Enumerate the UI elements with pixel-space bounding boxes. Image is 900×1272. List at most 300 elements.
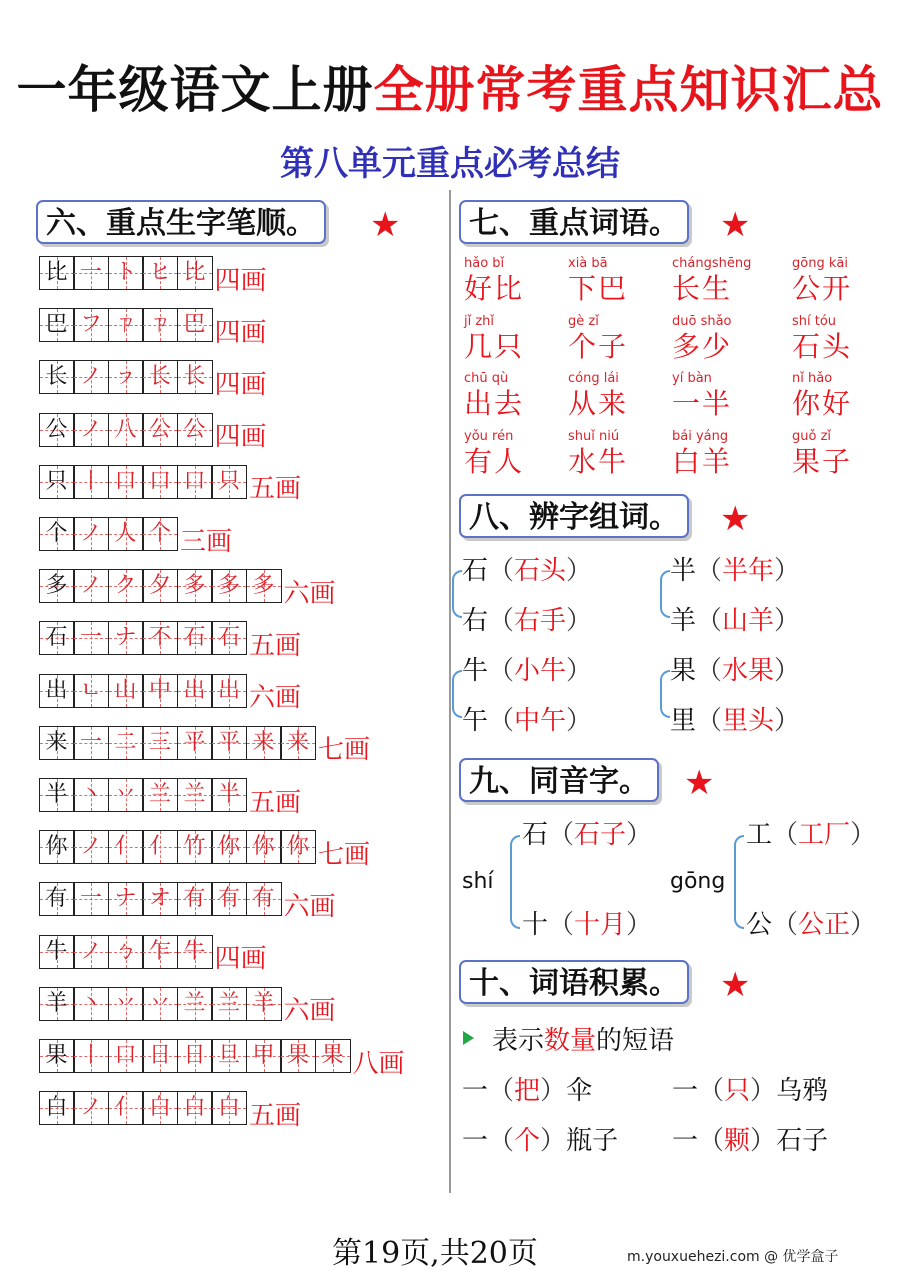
stroke-count: 四画	[214, 422, 267, 453]
pair-char: 果	[670, 656, 697, 686]
pair-answer: 石头	[514, 556, 567, 586]
vocab-word: 下巴	[568, 272, 629, 305]
paren-close: ）	[750, 1126, 777, 1156]
stroke-step-cell	[142, 987, 178, 1021]
stroke-step: 长	[183, 364, 206, 390]
vocab-item	[672, 256, 782, 306]
stroke-step: ノ	[79, 834, 102, 860]
vocab-word: 水牛	[568, 444, 629, 478]
stroke-step-cell	[73, 935, 109, 969]
paren-open: （	[488, 556, 515, 586]
pair-char: 半	[670, 556, 697, 586]
char-text: 有	[45, 886, 68, 912]
stroke-row	[40, 777, 302, 818]
stroke-step: ノ	[79, 573, 102, 599]
vocab-pinyin: chángshēng	[672, 256, 752, 271]
stroke-row	[40, 620, 302, 661]
stroke-step-cell	[246, 569, 282, 603]
stroke-step: 比	[183, 260, 206, 285]
vocab-pinyin: shí tóu	[792, 313, 837, 329]
stroke-step-cell	[246, 1039, 282, 1073]
vocab-item	[464, 314, 574, 364]
stroke-step-cell	[73, 1091, 109, 1125]
stroke-step: 白	[183, 1095, 206, 1121]
stroke-count: 六画	[283, 578, 336, 609]
stroke-step: ヒ	[148, 260, 171, 285]
stroke-row	[40, 829, 371, 870]
vocab-word: 你好	[792, 387, 853, 420]
stroke-step-cell	[73, 517, 109, 551]
vocab-word: 个子	[568, 329, 629, 363]
vocab-word: 几只	[464, 329, 525, 363]
stroke-step-cell	[108, 360, 144, 394]
vocab-pinyin: shuǐ niú	[568, 428, 620, 444]
vocab-word: 好比	[464, 272, 525, 305]
stroke-step-cell	[211, 830, 247, 864]
stroke-step: 丷	[148, 990, 171, 1016]
pair-line	[670, 556, 800, 586]
stroke-step-cell	[73, 360, 109, 394]
paren-open: （	[488, 1126, 515, 1156]
vocab-item	[792, 314, 900, 364]
paren-close: ）	[774, 656, 801, 686]
stroke-step-cell	[142, 360, 178, 394]
stroke-step-cell	[142, 256, 178, 290]
stroke-step: 公	[148, 416, 171, 442]
homophone-line: 十（十月）	[522, 910, 653, 940]
brace-icon	[510, 835, 520, 929]
stroke-step-cell	[211, 621, 247, 655]
phrase-line	[462, 1070, 592, 1107]
stroke-step-cell	[142, 517, 178, 551]
vocab-pinyin: hǎo bǐ	[464, 256, 505, 271]
paren-close: ）	[566, 706, 593, 736]
pair-answer: 山羊	[722, 606, 775, 636]
vocab-item	[672, 314, 782, 364]
paren-close: ）	[774, 706, 801, 736]
stroke-step-cell	[73, 569, 109, 603]
pair-answer: 中午	[514, 706, 567, 736]
stroke-row	[40, 1090, 302, 1131]
stroke-step: 口	[148, 468, 171, 494]
page-subtitle: 第八单元重点必考总结	[280, 144, 620, 184]
stroke-row	[40, 725, 371, 766]
pair-char: 午	[462, 706, 489, 736]
char-text: 石	[45, 625, 68, 651]
stroke-step: ㄴ	[80, 677, 102, 703]
homophone-line: 工（工厂）	[746, 820, 877, 850]
stroke-step-cell	[73, 830, 109, 864]
stroke-step-cell	[177, 465, 213, 499]
stroke-count: 四画	[214, 944, 267, 975]
stroke-step-cell	[108, 830, 144, 864]
vocab-word: 果子	[792, 444, 853, 478]
stroke-step-cell	[73, 882, 109, 916]
stroke-step-cell	[246, 987, 282, 1021]
stroke-step-cell	[108, 621, 144, 655]
watermark: m.youxuehezi.com @ 优学盒子	[627, 1249, 839, 1265]
char-text: 出	[45, 677, 68, 703]
paren-open: （	[696, 606, 723, 636]
char-text: 比	[45, 260, 68, 285]
vocab-pinyin: yí bàn	[672, 371, 712, 386]
vocab-word: 从来	[568, 387, 629, 420]
stroke-step: 一	[79, 886, 102, 912]
section-10-heading: 十、词语积累。	[459, 960, 689, 1004]
stroke-step: ト	[114, 260, 137, 285]
vocab-item	[464, 256, 574, 306]
page-title	[0, 50, 900, 122]
star-icon: ★	[720, 965, 751, 1005]
stroke-step: 羊	[252, 990, 275, 1016]
stroke-count: 六画	[283, 891, 336, 922]
char-text: 牛	[45, 938, 68, 964]
stroke-step-cell	[108, 569, 144, 603]
stroke-step-cell	[142, 830, 178, 864]
stroke-count: 六画	[283, 996, 336, 1027]
stroke-step-cell	[280, 726, 316, 760]
phrase-prefix: 一	[672, 1076, 699, 1106]
stroke-step: 巴	[183, 312, 206, 338]
stroke-step-cell	[177, 1091, 213, 1125]
stroke-row	[40, 1038, 405, 1079]
char-text: 果	[45, 1043, 68, 1068]
stroke-step: 口	[114, 468, 137, 494]
char-cell	[39, 517, 75, 551]
stroke-step: 牛	[183, 938, 206, 964]
stroke-step: ナ	[114, 886, 137, 912]
char-cell	[39, 987, 75, 1021]
stroke-step: 丶	[79, 782, 102, 807]
stroke-step: 八	[114, 416, 137, 442]
vocab-item	[568, 429, 678, 479]
paren-open: （	[488, 606, 515, 636]
vocab-pinyin: yǒu rén	[464, 428, 514, 444]
stroke-step: 口	[183, 468, 206, 494]
stroke-count: 七画	[318, 735, 371, 766]
stroke-count: 六画	[249, 683, 302, 714]
stroke-step: ナ	[114, 625, 137, 651]
stroke-step: 日	[183, 1043, 206, 1068]
vocab-item	[792, 429, 900, 479]
phrase-prefix: 一	[462, 1126, 489, 1156]
stroke-step-cell	[177, 830, 213, 864]
pair-char: 右	[462, 606, 489, 636]
stroke-step: 兰	[183, 782, 206, 807]
pair-line	[462, 656, 592, 686]
stroke-step: 一	[79, 260, 102, 285]
pair-answer: 右手	[514, 606, 567, 636]
pair-line	[462, 606, 592, 636]
pair-line	[670, 656, 800, 686]
stroke-step-cell	[177, 360, 213, 394]
stroke-step: 兰	[217, 990, 240, 1016]
paren-close: ）	[566, 606, 593, 636]
stroke-step: 石	[217, 625, 240, 651]
pair-line	[462, 706, 592, 736]
pair-char: 牛	[462, 656, 489, 686]
stroke-step: ㇷ	[114, 364, 137, 390]
phrase-suffix: 石子	[776, 1126, 829, 1156]
stroke-step-cell	[108, 1091, 144, 1125]
stroke-step: 半	[217, 782, 240, 807]
char-text: 白	[45, 1095, 68, 1121]
char-text: 你	[45, 834, 68, 860]
stroke-step-cell	[108, 987, 144, 1021]
vocab-pinyin: gōng kāi	[792, 256, 848, 271]
stroke-row	[40, 464, 302, 505]
homophone-pinyin-2: gōng	[670, 869, 726, 894]
char-text: 公	[45, 416, 68, 442]
vocab-word: 有人	[464, 444, 525, 478]
stroke-step: ノ	[79, 938, 102, 964]
stroke-step-cell	[108, 778, 144, 812]
stroke-step-cell	[142, 674, 178, 708]
char-cell	[39, 465, 75, 499]
phrase-prefix: 一	[462, 1076, 489, 1106]
phrase-answer: 个	[514, 1126, 541, 1156]
stroke-step: 丶	[79, 990, 102, 1016]
vocab-pinyin: chū qù	[464, 371, 509, 386]
stroke-step: 口	[114, 1043, 137, 1068]
stroke-row	[40, 412, 267, 453]
vocab-word: 白羊	[672, 444, 733, 478]
stroke-row	[40, 986, 336, 1027]
brace-icon	[452, 570, 462, 618]
stroke-step: 中	[148, 677, 171, 703]
stroke-step: 亻	[114, 1095, 137, 1121]
stroke-step-cell	[142, 621, 178, 655]
paren-open: （	[696, 656, 723, 686]
stroke-step: 一	[79, 625, 102, 651]
stroke-step: ノ	[79, 1095, 102, 1121]
stroke-step: 兰	[148, 782, 171, 807]
stroke-step-cell	[246, 830, 282, 864]
char-cell	[39, 830, 75, 864]
char-cell	[39, 1039, 75, 1073]
stroke-step-cell	[73, 308, 109, 342]
paren-open: （	[698, 1076, 725, 1106]
stroke-step: 果	[321, 1043, 344, 1068]
stroke-step-cell	[108, 726, 144, 760]
vocab-item	[464, 429, 574, 479]
paren-close: ）	[750, 1076, 777, 1106]
stroke-step-cell	[108, 256, 144, 290]
stroke-step: 白	[148, 1095, 171, 1121]
stroke-step-cell	[73, 1039, 109, 1073]
stroke-count: 四画	[214, 265, 267, 296]
stroke-step: ノ	[79, 364, 102, 390]
star-icon: ★	[370, 205, 401, 245]
stroke-step-cell	[177, 413, 213, 447]
paren-open: （	[698, 1126, 725, 1156]
phrase-answer: 颗	[724, 1126, 751, 1156]
stroke-row	[40, 881, 336, 922]
homophone-pinyin-1: shí	[462, 869, 494, 894]
stroke-step: 竹	[183, 834, 206, 860]
stroke-count: 七画	[318, 839, 371, 870]
stroke-step: 一	[79, 729, 102, 755]
stroke-step-cell	[177, 726, 213, 760]
stroke-step-cell	[315, 1039, 351, 1073]
stroke-step-cell	[246, 726, 282, 760]
stroke-count: 四画	[214, 369, 267, 400]
paren-open: （	[488, 1076, 515, 1106]
stroke-step: 你	[286, 834, 309, 860]
stroke-step-cell	[211, 674, 247, 708]
stroke-step-cell	[246, 882, 282, 916]
stroke-step: 只	[217, 468, 240, 494]
char-cell	[39, 360, 75, 394]
vocab-item	[568, 314, 678, 364]
paren-close: ）	[774, 556, 801, 586]
section-9-heading: 九、同音字。	[459, 758, 659, 802]
stroke-count: 五画	[249, 787, 302, 818]
vocab-item	[792, 256, 900, 306]
stroke-row	[40, 516, 233, 557]
stroke-step: 平	[183, 729, 206, 755]
phrase-answer: 把	[514, 1076, 541, 1106]
vocab-word: 一半	[672, 387, 733, 420]
stroke-step-cell	[177, 935, 213, 969]
stroke-step: 石	[183, 625, 206, 651]
stroke-step-cell	[177, 778, 213, 812]
title-black: 一年级语文上册	[16, 61, 374, 119]
brace-icon	[452, 670, 462, 718]
stroke-step: 旦	[217, 1043, 240, 1068]
stroke-step: 夕	[148, 573, 171, 599]
pair-answer: 小牛	[514, 656, 567, 686]
stroke-step-cell	[211, 1039, 247, 1073]
paren-open: （	[488, 706, 515, 736]
pair-line	[670, 606, 800, 636]
stroke-row	[40, 934, 267, 975]
stroke-count: 五画	[249, 630, 302, 661]
vocab-word: 公开	[792, 272, 853, 305]
pair-line	[462, 556, 592, 586]
stroke-step: 亻	[148, 834, 171, 860]
star-icon: ★	[720, 499, 751, 539]
pair-answer: 里头	[722, 706, 775, 736]
stroke-row	[40, 673, 302, 714]
stroke-step-cell	[177, 674, 213, 708]
homophone-line: 石（石子）	[522, 820, 653, 850]
stroke-step-cell	[211, 987, 247, 1021]
stroke-step-cell	[73, 465, 109, 499]
pair-char: 里	[670, 706, 697, 736]
vocab-item	[672, 371, 782, 421]
section-7-heading: 七、重点词语。	[459, 200, 689, 244]
paren-close: ）	[566, 656, 593, 686]
brace-icon	[660, 570, 670, 618]
paren-close: ）	[540, 1126, 567, 1156]
stroke-step: 有	[252, 886, 275, 912]
stroke-step-cell	[142, 569, 178, 603]
stroke-step: フ	[79, 312, 102, 338]
stroke-step-cell	[177, 987, 213, 1021]
stroke-step: 来	[286, 729, 309, 755]
stroke-step: 乍	[148, 938, 171, 964]
stroke-step: 兰	[183, 990, 206, 1016]
pair-char: 石	[462, 556, 489, 586]
stroke-step-cell	[73, 621, 109, 655]
column-divider	[449, 190, 451, 1193]
stroke-row	[40, 255, 267, 296]
triangle-bullet-icon	[463, 1031, 474, 1045]
vocab-word: 出去	[464, 387, 525, 420]
vocab-pinyin: bái yáng	[672, 428, 729, 444]
stroke-step-cell	[73, 726, 109, 760]
char-cell	[39, 1091, 75, 1125]
stroke-step: 公	[183, 416, 206, 442]
stroke-step: オ	[148, 886, 171, 912]
star-icon: ★	[720, 205, 751, 245]
vocab-word: 长生	[672, 272, 733, 305]
brace-icon	[734, 835, 744, 929]
stroke-step: 不	[148, 625, 171, 651]
stroke-step-cell	[177, 308, 213, 342]
stroke-step: ㄗ	[114, 312, 137, 338]
vocab-pinyin: gè zǐ	[568, 313, 599, 329]
stroke-step: 出	[183, 677, 206, 703]
stroke-step: 来	[252, 729, 275, 755]
stroke-step-cell	[142, 465, 178, 499]
stroke-step: 多	[183, 573, 206, 599]
char-cell	[39, 882, 75, 916]
stroke-step: 多	[217, 573, 240, 599]
stroke-step-cell	[142, 1091, 178, 1125]
title-red: 全册常考重点知识汇总	[373, 61, 884, 119]
char-cell	[39, 256, 75, 290]
phrase-suffix: 伞	[566, 1076, 593, 1106]
phrase-line	[672, 1120, 828, 1157]
brace-icon	[660, 670, 670, 718]
stroke-step-cell	[108, 674, 144, 708]
stroke-step: 有	[183, 886, 206, 912]
stroke-step-cell	[73, 413, 109, 447]
char-text: 来	[45, 729, 68, 755]
stroke-step: 你	[252, 834, 275, 860]
stroke-step-cell	[211, 882, 247, 916]
stroke-step-cell	[280, 1039, 316, 1073]
stroke-step: 山	[114, 677, 137, 703]
char-cell	[39, 726, 75, 760]
stroke-step-cell	[142, 935, 178, 969]
stroke-step: ㄗ	[148, 312, 171, 338]
stroke-step-cell	[108, 517, 144, 551]
vocab-pinyin: xià bā	[568, 256, 608, 271]
char-text: 个	[45, 521, 68, 546]
paren-close: ）	[540, 1076, 567, 1106]
vocab-item	[568, 371, 678, 421]
phrase-suffix: 瓶子	[566, 1126, 619, 1156]
vocab-item	[672, 429, 782, 479]
vocab-pinyin: guǒ zǐ	[792, 428, 832, 444]
stroke-step: ㄅ	[114, 938, 137, 964]
stroke-step: 你	[217, 834, 240, 860]
section-8-heading: 八、辨字组词。	[459, 494, 689, 538]
stroke-step-cell	[211, 778, 247, 812]
stroke-step-cell	[73, 987, 109, 1021]
stroke-step: 多	[252, 573, 275, 599]
paren-close: ）	[566, 556, 593, 586]
char-cell	[39, 569, 75, 603]
homophone-line: 公（公正）	[746, 910, 877, 940]
stroke-step: 有	[217, 886, 240, 912]
stroke-step-cell	[108, 935, 144, 969]
stroke-step-cell	[177, 256, 213, 290]
stroke-step-cell	[142, 413, 178, 447]
